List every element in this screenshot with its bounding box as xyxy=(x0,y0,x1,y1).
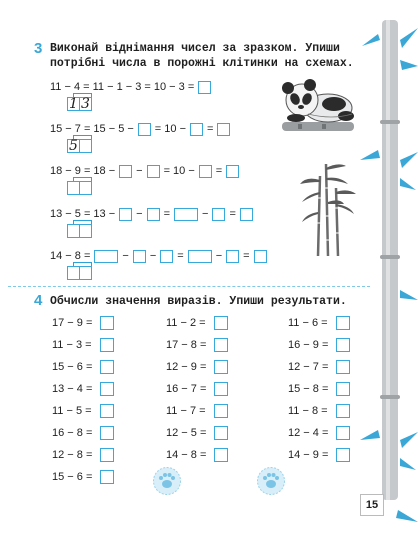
task-3-row-1 xyxy=(50,80,211,94)
answer-box[interactable] xyxy=(147,208,160,221)
answer-box[interactable] xyxy=(240,208,253,221)
exercise-row xyxy=(52,470,114,484)
exercise-expression: 11 − 8 = xyxy=(288,405,328,417)
task-3-row-5 xyxy=(50,249,267,263)
row-5-equals-2: = xyxy=(243,250,250,262)
exercise-expression: 11 − 3 = xyxy=(52,339,92,351)
paw-stamp-icon xyxy=(256,466,286,496)
exercise-expression: 15 − 6 = xyxy=(52,471,93,483)
answer-box[interactable] xyxy=(336,448,350,462)
row-5-minus-1: − xyxy=(122,250,129,262)
task-3-row-2 xyxy=(50,122,230,136)
exercise-expression: 11 − 7 = xyxy=(166,405,206,417)
answer-box[interactable] xyxy=(214,316,228,330)
row-4-minus: − xyxy=(136,208,143,220)
exercise-row xyxy=(52,338,114,352)
answer-box[interactable] xyxy=(100,338,114,352)
answer-box[interactable] xyxy=(100,470,114,484)
answer-box[interactable] xyxy=(100,448,114,462)
exercise-expression: 16 − 8 = xyxy=(52,427,93,439)
exercise-expression: 11 − 6 = xyxy=(288,317,328,329)
row-3-equals: = xyxy=(215,165,223,177)
split-box-2[interactable] xyxy=(79,139,92,153)
row-3-middle: = 10 − xyxy=(163,165,195,177)
split-box-1[interactable]: 5 xyxy=(67,139,80,153)
row-1-expression: 11 − 4 = 11 − 1 − 3 = 10 − 3 = xyxy=(50,81,195,93)
exercise-row xyxy=(166,382,228,396)
exercise-row xyxy=(166,426,228,440)
answer-box[interactable] xyxy=(214,360,228,374)
task-3-instruction-line-2: потрібні числа в порожні клітинки на схемах. xyxy=(50,57,354,70)
split-box-2[interactable] xyxy=(79,181,92,195)
exercise-expression: 14 − 9 = xyxy=(288,449,329,461)
answer-box[interactable] xyxy=(214,448,228,462)
task-3-instruction-line-1: Виконай віднімання чисел за зразком. Упиши xyxy=(50,42,340,55)
task-3-row-3 xyxy=(50,164,239,178)
answer-box[interactable] xyxy=(336,426,350,440)
bamboo-decoration xyxy=(360,0,418,536)
answer-box[interactable] xyxy=(138,123,151,136)
row-4-expression: 13 − 5 = 13 − xyxy=(50,208,116,220)
answer-box[interactable] xyxy=(100,382,114,396)
exercise-row xyxy=(288,338,350,352)
exercise-expression: 11 − 5 = xyxy=(52,405,92,417)
split-box-2[interactable] xyxy=(79,224,92,238)
answer-box-double[interactable] xyxy=(174,208,198,221)
task-3-row-4 xyxy=(50,207,253,221)
exercise-row xyxy=(52,426,114,440)
answer-box[interactable] xyxy=(336,382,350,396)
answer-box[interactable] xyxy=(133,250,146,263)
answer-box[interactable] xyxy=(217,123,230,136)
exercise-expression: 12 − 4 = xyxy=(288,427,329,439)
exercise-row xyxy=(52,404,114,418)
row-3-minus: − xyxy=(136,165,143,177)
split-box-2[interactable]: 3 xyxy=(79,97,92,111)
answer-box[interactable] xyxy=(214,338,228,352)
answer-box[interactable] xyxy=(226,165,239,178)
exercise-row xyxy=(288,360,350,374)
row-2-tail: = xyxy=(207,123,214,135)
row-5-minus-3: − xyxy=(215,250,223,262)
exercise-row xyxy=(166,448,228,462)
exercise-expression: 16 − 7 = xyxy=(166,383,207,395)
answer-box[interactable] xyxy=(214,426,228,440)
split-boxes-row-3 xyxy=(67,181,91,195)
exercise-row xyxy=(288,404,350,418)
exercise-row xyxy=(166,360,228,374)
page-number: 15 xyxy=(360,494,384,516)
exercise-expression: 12 − 8 = xyxy=(52,449,93,461)
exercise-expression: 17 − 9 = xyxy=(52,317,93,329)
exercise-row xyxy=(288,448,350,462)
answer-box[interactable] xyxy=(100,360,114,374)
answer-box[interactable] xyxy=(214,404,228,418)
answer-box[interactable] xyxy=(100,404,114,418)
row-2-expression: 15 − 7 = 15 − 5 − xyxy=(50,123,134,135)
split-box-1[interactable]: 1 xyxy=(67,97,80,111)
answer-box[interactable] xyxy=(190,123,203,136)
panda-illustration xyxy=(272,74,358,136)
split-box-2[interactable] xyxy=(79,266,92,280)
split-boxes-row-2 xyxy=(67,139,91,153)
row-5-minus-2: − xyxy=(149,250,157,262)
answer-box[interactable] xyxy=(336,316,350,330)
row-4-equals-2: = xyxy=(229,208,236,220)
section-divider xyxy=(8,286,370,287)
exercise-row xyxy=(166,404,228,418)
exercise-expression: 11 − 2 = xyxy=(166,317,206,329)
exercise-expression: 12 − 5 = xyxy=(166,427,207,439)
split-boxes-row-5 xyxy=(67,266,91,280)
exercise-row xyxy=(166,316,228,330)
exercise-expression: 13 − 4 = xyxy=(52,383,93,395)
exercise-expression: 14 − 8 = xyxy=(166,449,207,461)
row-5-equals-1: = xyxy=(177,250,184,262)
answer-box[interactable] xyxy=(119,208,132,221)
exercise-row xyxy=(52,316,114,330)
answer-box[interactable] xyxy=(100,316,114,330)
answer-box-double[interactable] xyxy=(94,250,118,263)
exercise-row xyxy=(288,426,350,440)
answer-box-double[interactable] xyxy=(188,250,212,263)
exercise-expression: 15 − 8 = xyxy=(288,383,329,395)
row-5-expression: 14 − 8 = xyxy=(50,250,91,262)
answer-box[interactable] xyxy=(160,250,173,263)
exercise-row xyxy=(52,448,114,462)
answer-box[interactable] xyxy=(226,250,239,263)
answer-box[interactable] xyxy=(336,338,350,352)
answer-box[interactable] xyxy=(212,208,225,221)
paw-stamp-icon xyxy=(152,466,182,496)
row-4-equals: = xyxy=(163,208,171,220)
answer-box[interactable] xyxy=(119,165,132,178)
exercise-expression: 15 − 6 = xyxy=(52,361,93,373)
answer-box[interactable] xyxy=(147,165,160,178)
answer-box[interactable] xyxy=(214,382,228,396)
exercise-row xyxy=(52,360,114,374)
answer-box[interactable] xyxy=(336,404,350,418)
exercise-expression: 17 − 8 = xyxy=(166,339,207,351)
answer-box[interactable] xyxy=(198,81,211,94)
exercise-expression: 12 − 7 = xyxy=(288,361,329,373)
split-boxes-row-1 xyxy=(67,97,91,111)
exercise-row xyxy=(52,382,114,396)
answer-box[interactable] xyxy=(199,165,212,178)
split-boxes-row-4 xyxy=(67,224,91,238)
row-2-middle: = 10 − xyxy=(154,123,186,135)
task-3-number: 3 xyxy=(34,40,43,57)
exercise-row xyxy=(288,382,350,396)
exercise-row xyxy=(288,316,350,330)
row-4-minus-2: − xyxy=(202,208,209,220)
task-4-instruction: Обчисли значення виразів. Упиши результати. xyxy=(50,295,347,308)
answer-box[interactable] xyxy=(100,426,114,440)
row-3-expression: 18 − 9 = 18 − xyxy=(50,165,116,177)
answer-box[interactable] xyxy=(336,360,350,374)
exercise-expression: 12 − 9 = xyxy=(166,361,207,373)
task-4-number: 4 xyxy=(34,292,43,309)
exercise-row xyxy=(166,338,228,352)
exercise-expression: 16 − 9 = xyxy=(288,339,329,351)
bamboo-sketch-illustration xyxy=(296,158,360,258)
answer-box[interactable] xyxy=(254,250,267,263)
